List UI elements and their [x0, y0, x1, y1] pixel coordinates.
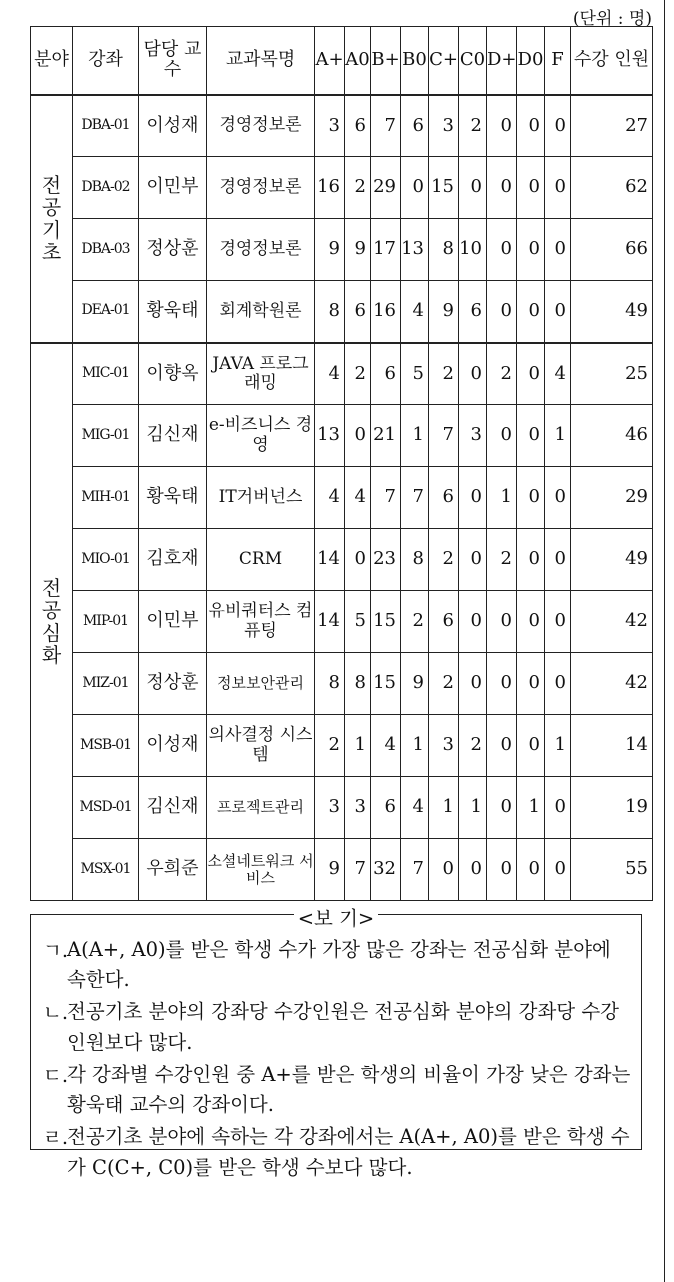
grade-count: 8 — [429, 219, 459, 281]
professor-name: 정상훈 — [139, 653, 207, 715]
table-row — [31, 529, 653, 591]
grade-count: 0 — [545, 777, 571, 839]
grade-count: 4 — [401, 281, 429, 343]
header-subject: 교과목명 — [207, 27, 315, 95]
total-count: 46 — [571, 405, 653, 467]
grade-count: 6 — [371, 343, 401, 405]
header-code: 강좌 — [73, 27, 139, 95]
grade-count: 9 — [401, 653, 429, 715]
grade-count: 1 — [487, 467, 517, 529]
professor-name: 이민부 — [139, 157, 207, 219]
grade-count: 14 — [315, 529, 345, 591]
table-row — [31, 157, 653, 219]
professor-name: 우희준 — [139, 839, 207, 901]
header-field: 분야 — [31, 27, 73, 95]
statement-3 — [43, 1060, 641, 1120]
statement-text: A(A+, A0)를 받은 학생 수가 가장 많은 강좌는 전공심화 분야에 속한다. — [67, 938, 611, 992]
grade-count: 0 — [459, 591, 487, 653]
statement-1 — [43, 935, 641, 995]
table-row — [31, 467, 653, 529]
subject-name: 유비쿼터스 컴퓨팅 — [207, 591, 315, 653]
professor-name: 이향옥 — [139, 343, 207, 405]
grade-count: 0 — [487, 405, 517, 467]
header-grade: B+ — [371, 27, 401, 95]
grade-count: 6 — [345, 95, 371, 157]
grade-count: 0 — [487, 591, 517, 653]
header-grade: C0 — [459, 27, 487, 95]
grade-count: 2 — [401, 591, 429, 653]
professor-name: 황욱태 — [139, 467, 207, 529]
grade-count: 0 — [487, 95, 517, 157]
total-count: 19 — [571, 777, 653, 839]
header-total: 수강 인원 — [571, 27, 653, 95]
course-code: DEA-01 — [73, 281, 139, 343]
table-row — [31, 653, 653, 715]
grade-count: 15 — [429, 157, 459, 219]
grade-count: 17 — [371, 219, 401, 281]
grade-count: 0 — [517, 157, 545, 219]
grade-count: 0 — [545, 157, 571, 219]
grade-count: 2 — [459, 715, 487, 777]
field-advanced: 전 공 심 화 — [31, 343, 73, 901]
grade-count: 0 — [487, 157, 517, 219]
grade-count: 1 — [401, 405, 429, 467]
course-code: MIZ-01 — [73, 653, 139, 715]
header-grade: D+ — [487, 27, 517, 95]
header-grade: A0 — [345, 27, 371, 95]
table-row — [31, 777, 653, 839]
grade-count: 4 — [545, 343, 571, 405]
grade-count: 3 — [459, 405, 487, 467]
professor-name: 김신재 — [139, 777, 207, 839]
course-code: MIH-01 — [73, 467, 139, 529]
grade-count: 16 — [371, 281, 401, 343]
statement-text: 전공기초 분야에 속하는 각 강좌에서는 A(A+, A0)를 받은 학생 수가 C(C+, C0)를 받은 학생 수보다 많다. — [67, 1125, 630, 1179]
course-code: MIG-01 — [73, 405, 139, 467]
grade-count: 0 — [545, 281, 571, 343]
grade-count: 8 — [345, 653, 371, 715]
grade-count: 6 — [345, 281, 371, 343]
subject-name: e-비즈니스 경영 — [207, 405, 315, 467]
grade-count: 0 — [459, 467, 487, 529]
grade-count: 1 — [429, 777, 459, 839]
total-count: 66 — [571, 219, 653, 281]
grade-count: 0 — [545, 653, 571, 715]
grade-count: 0 — [545, 529, 571, 591]
grade-count: 0 — [517, 343, 545, 405]
grade-count: 1 — [345, 715, 371, 777]
total-count: 25 — [571, 343, 653, 405]
grade-count: 0 — [487, 715, 517, 777]
grade-count: 4 — [315, 343, 345, 405]
course-code: DBA-02 — [73, 157, 139, 219]
total-count: 14 — [571, 715, 653, 777]
header-grade: C+ — [429, 27, 459, 95]
grade-count: 9 — [345, 219, 371, 281]
grade-count: 15 — [371, 653, 401, 715]
subject-name: JAVA 프로그래밍 — [207, 343, 315, 405]
header-professor: 담당 교수 — [139, 27, 207, 95]
unit-label: (단위 : 명) — [572, 9, 652, 29]
subject-name: 경영정보론 — [207, 219, 315, 281]
grade-count: 2 — [429, 529, 459, 591]
grade-count: 0 — [487, 653, 517, 715]
grade-count: 4 — [345, 467, 371, 529]
grade-count: 13 — [401, 219, 429, 281]
total-count: 42 — [571, 653, 653, 715]
column-divider-line — [664, 0, 665, 1282]
total-count: 49 — [571, 281, 653, 343]
subject-name: 프로젝트관리 — [207, 777, 315, 839]
total-count: 49 — [571, 529, 653, 591]
grade-count: 6 — [429, 591, 459, 653]
grade-count: 7 — [401, 839, 429, 901]
grade-count: 4 — [371, 715, 401, 777]
header-grade: A+ — [315, 27, 345, 95]
table-row — [31, 405, 653, 467]
total-count: 27 — [571, 95, 653, 157]
grade-count: 0 — [401, 157, 429, 219]
statement-marker: ㄷ. — [43, 1063, 69, 1087]
grade-count: 1 — [517, 777, 545, 839]
grade-count: 4 — [315, 467, 345, 529]
professor-name: 이성재 — [139, 95, 207, 157]
grade-count: 2 — [487, 529, 517, 591]
grade-count: 3 — [429, 95, 459, 157]
grade-count: 7 — [429, 405, 459, 467]
grade-count: 13 — [315, 405, 345, 467]
grade-count: 0 — [517, 467, 545, 529]
grade-count: 2 — [315, 715, 345, 777]
total-count: 42 — [571, 591, 653, 653]
grade-count: 0 — [487, 219, 517, 281]
grade-count: 2 — [345, 157, 371, 219]
grade-count: 0 — [429, 839, 459, 901]
course-code: DBA-01 — [73, 95, 139, 157]
course-code: MSB-01 — [73, 715, 139, 777]
table-row — [31, 591, 653, 653]
grade-count: 0 — [545, 467, 571, 529]
grade-count: 7 — [401, 467, 429, 529]
grade-count: 0 — [517, 219, 545, 281]
subject-name: 의사결정 시스템 — [207, 715, 315, 777]
professor-name: 김호재 — [139, 529, 207, 591]
grade-table — [30, 26, 653, 901]
grade-count: 0 — [459, 343, 487, 405]
grade-count: 0 — [517, 715, 545, 777]
grade-count: 0 — [517, 591, 545, 653]
statement-4 — [43, 1122, 641, 1182]
course-code: MIC-01 — [73, 343, 139, 405]
grade-count: 1 — [545, 405, 571, 467]
grade-count: 8 — [401, 529, 429, 591]
grade-count: 0 — [459, 653, 487, 715]
grade-count: 0 — [545, 95, 571, 157]
grade-count: 7 — [371, 95, 401, 157]
grade-count: 0 — [459, 839, 487, 901]
grade-count: 6 — [459, 281, 487, 343]
professor-name: 정상훈 — [139, 219, 207, 281]
total-count: 55 — [571, 839, 653, 901]
grade-count: 0 — [345, 405, 371, 467]
subject-name: 정보보안관리 — [207, 653, 315, 715]
grade-count: 10 — [459, 219, 487, 281]
grade-count: 2 — [345, 343, 371, 405]
grade-count: 0 — [487, 777, 517, 839]
statement-marker: ㄹ. — [43, 1126, 69, 1150]
grade-count: 6 — [429, 467, 459, 529]
grade-count: 0 — [517, 281, 545, 343]
statement-marker: ㄴ. — [43, 1001, 69, 1025]
grade-count: 8 — [315, 653, 345, 715]
grade-count: 0 — [517, 405, 545, 467]
grade-count: 5 — [345, 591, 371, 653]
grade-count: 4 — [401, 777, 429, 839]
statement-2 — [43, 997, 641, 1057]
grade-count: 1 — [459, 777, 487, 839]
professor-name: 김신재 — [139, 405, 207, 467]
statement-marker: ㄱ. — [43, 939, 69, 962]
grade-count: 0 — [459, 157, 487, 219]
grade-count: 3 — [345, 777, 371, 839]
professor-name: 황욱태 — [139, 281, 207, 343]
grade-count: 0 — [545, 591, 571, 653]
grade-count: 7 — [371, 467, 401, 529]
grade-count: 2 — [487, 343, 517, 405]
grade-count: 6 — [401, 95, 429, 157]
grade-count: 6 — [371, 777, 401, 839]
total-count: 62 — [571, 157, 653, 219]
bogi-box — [30, 907, 642, 1179]
course-code: MIO-01 — [73, 529, 139, 591]
grade-count: 0 — [517, 529, 545, 591]
field-basic: 전 공 기 초 — [31, 95, 73, 343]
grade-count: 9 — [315, 839, 345, 901]
table-row — [31, 839, 653, 901]
table-row — [31, 343, 653, 405]
professor-name: 이민부 — [139, 591, 207, 653]
grade-count: 9 — [315, 219, 345, 281]
course-code: MIP-01 — [73, 591, 139, 653]
grade-count: 32 — [371, 839, 401, 901]
grade-count: 0 — [517, 95, 545, 157]
statement-text: 각 강좌별 수강인원 중 A+를 받은 학생의 비율이 가장 낮은 강좌는 황욱태 교수의 강좌이다. — [67, 1062, 631, 1117]
grade-count: 21 — [371, 405, 401, 467]
professor-name: 이성재 — [139, 715, 207, 777]
grade-count: 0 — [545, 219, 571, 281]
grade-count: 3 — [429, 715, 459, 777]
header-grade: D0 — [517, 27, 545, 95]
grade-count: 0 — [459, 529, 487, 591]
grade-count: 0 — [345, 529, 371, 591]
grade-count: 0 — [487, 839, 517, 901]
grade-count: 14 — [315, 591, 345, 653]
grade-count: 16 — [315, 157, 345, 219]
header-row — [31, 27, 653, 95]
subject-name: 회계학원론 — [207, 281, 315, 343]
subject-name: 경영정보론 — [207, 95, 315, 157]
table-row — [31, 219, 653, 281]
table-row — [31, 281, 653, 343]
grade-count: 1 — [545, 715, 571, 777]
subject-name: 경영정보론 — [207, 157, 315, 219]
bogi-title: <보 기> — [31, 903, 641, 931]
grade-count: 1 — [401, 715, 429, 777]
grade-count: 2 — [429, 343, 459, 405]
subject-name: CRM — [207, 529, 315, 591]
grade-count: 3 — [315, 777, 345, 839]
grade-count: 3 — [315, 95, 345, 157]
table-row — [31, 715, 653, 777]
grade-count: 2 — [459, 95, 487, 157]
grade-count: 5 — [401, 343, 429, 405]
table-row — [31, 95, 653, 157]
grade-count: 2 — [429, 653, 459, 715]
statement-text: 전공기초 분야의 강좌당 수강인원은 전공심화 분야의 강좌당 수강인원보다 많다. — [67, 1000, 619, 1054]
subject-name: 소셜네트워크 서비스 — [207, 839, 315, 901]
grade-count: 29 — [371, 157, 401, 219]
grade-count: 0 — [487, 281, 517, 343]
grade-count: 0 — [517, 653, 545, 715]
total-count: 29 — [571, 467, 653, 529]
subject-name: IT거버넌스 — [207, 467, 315, 529]
grade-count: 9 — [429, 281, 459, 343]
grade-count: 0 — [517, 839, 545, 901]
course-code: DBA-03 — [73, 219, 139, 281]
grade-count: 0 — [545, 839, 571, 901]
grade-count: 23 — [371, 529, 401, 591]
course-code: MSX-01 — [73, 839, 139, 901]
header-grade: B0 — [401, 27, 429, 95]
grade-count: 8 — [315, 281, 345, 343]
grade-count: 15 — [371, 591, 401, 653]
table-body — [31, 95, 653, 901]
course-code: MSD-01 — [73, 777, 139, 839]
grade-count: 7 — [345, 839, 371, 901]
header-grade: F — [545, 27, 571, 95]
